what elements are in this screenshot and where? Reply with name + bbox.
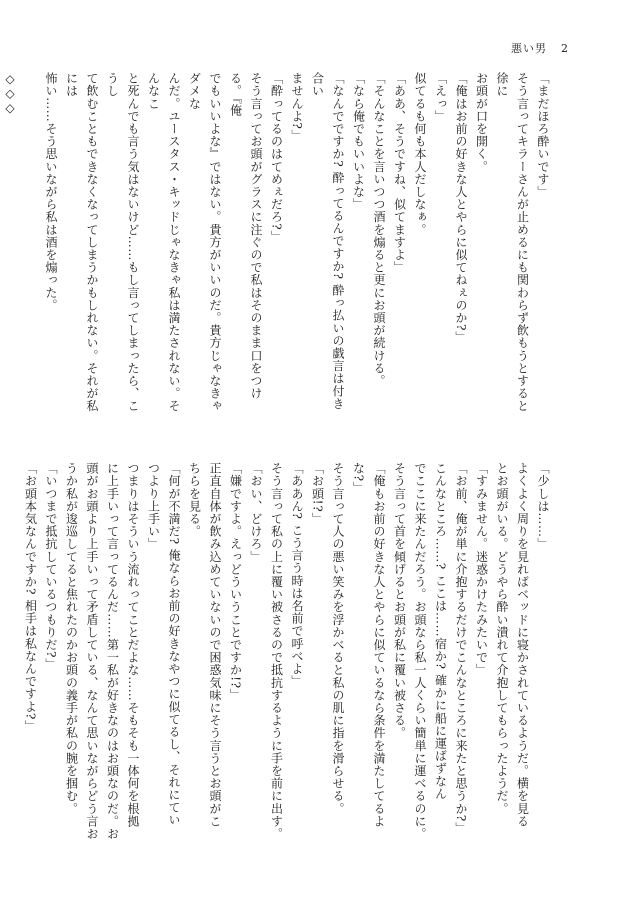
text-line: 頭がお頭より上手いって矛盾している、なんて思いながらどう言お: [85, 462, 99, 840]
text-line: とお頭がいる。どうやら酔い潰れて介抱してもらったようだ。: [495, 462, 509, 815]
header-title: 悪い男: [511, 42, 547, 55]
text-line: 「ああ、そうですね、似てますよ」: [392, 72, 407, 274]
text-line: そう言って首を傾げるとお頭が私に覆い被さる。: [392, 462, 407, 740]
upper-text-block: [3, 72, 553, 418]
text-line: そう言って私の上に覆い被さるので抵抗するように手を前に出す。: [269, 462, 284, 840]
text-line: でここに来たんだろう。お頭なら私一人くらい簡単に運べるのに。: [413, 462, 427, 840]
text-line: と死んでも言う気はないけど……もし言ってしまったら、こうし: [105, 72, 140, 413]
text-line: 「お頭!?」: [310, 462, 325, 525]
text-line: 「なら俺でもいいよな」: [351, 72, 366, 211]
text-line: 「すみません。迷惑かけたみたいで」: [474, 462, 489, 677]
text-line: 「何が不満だ? 俺ならお前の好きなやつに似てるし、それにてい: [167, 462, 181, 827]
text-line: 「なんでですか? 酔ってるんですか? 酔っ払いの戯言は付き合い: [310, 72, 345, 410]
text-line: 「まだほろ酔いです」: [536, 72, 550, 198]
text-line: 「そんなことを言いつつ酒を煽ると更にお頭が続ける。: [372, 72, 386, 387]
text-line: て飲むこともできなくなってしまうかもしれない。それが私には: [64, 72, 99, 413]
text-line: よくよく周りを見ればベッドに寝かされているようだ。横を見る: [515, 462, 530, 828]
lower-text-block: [23, 462, 553, 840]
text-line: 「いつまで抵抗しているつもりだ?」: [44, 462, 58, 671]
text-line: 「嫌ですよ。えっどういうことですか!?」: [228, 462, 243, 702]
text-line: 「少しは……」: [536, 462, 550, 551]
text-line: 「ああん? こう言う時は名前で呼べよ」: [290, 462, 304, 688]
text-line: 「俺もお前の好きな人とやらに似ているなら条件を満たしてるよな?」: [351, 462, 386, 828]
text-line: こんなところ……? ここは……宿か? 確かに船に運ばずなん: [433, 462, 448, 800]
text-line: に上手いって言ってるんだ……第一私が好きなのはお頭なのだ。お: [105, 462, 120, 840]
text-line: 「えっ」: [433, 72, 448, 123]
text-line: そう言ってお頭がグラスに注ぐので私はそのまま口をつける。『俺: [228, 72, 263, 400]
text-line: ◇◇◇: [3, 72, 17, 116]
text-line: そう言ってキラーさんが止めるにも関わらず飲もうとすると徐に: [495, 72, 530, 413]
text-line: お頭が口を開く。: [474, 72, 489, 173]
page-number: 2: [561, 42, 569, 55]
text-line: 「お頭本気なんですか? 相手は私なんですよ?」: [23, 462, 38, 733]
text-line: 正直自体が飲み込めていないので困惑気味にそう言うとお頭がこ: [208, 462, 222, 828]
text-line: 「俺はお前の好きな人とやらに似てねぇのか?」: [454, 72, 468, 344]
text-line: 「酔ってるのはてめぇだろ?」: [269, 72, 284, 243]
text-line: うか私が逡巡してると焦れたのかお頭の義手が私の腕を掴む。: [64, 462, 79, 815]
text-line: んだ。ユースタス・キッドじゃなきゃ私は満たされない。そんなこ: [146, 72, 181, 413]
text-line: ちらを見る。: [187, 462, 202, 538]
text-line: 似てるも何も本人だしなぁ。: [413, 72, 427, 236]
text-line: そう言って人の悪い笑みを浮かべると私の肌に指を滑らせる。: [331, 462, 345, 815]
running-header: [497, 40, 569, 56]
text-line: 「おい、どけろ」: [249, 462, 263, 563]
text-line: 怖い……そう思いながら私は酒を煽った。: [44, 72, 58, 312]
text-line: つまりはそういう流れってことだよな……そもそも一体何を根拠: [126, 462, 140, 828]
text-line: でもいいよな』ではない。貴方がいいのだ。貴方じゃなきゃダメな: [187, 72, 222, 413]
blank-line: [20, 72, 41, 418]
text-line: ませんよ?」: [290, 72, 304, 143]
text-line: 「お前、俺が単に介抱するだけでこんなところに来たと思うか?」: [454, 462, 468, 835]
text-line: つより上手い」: [146, 462, 161, 551]
